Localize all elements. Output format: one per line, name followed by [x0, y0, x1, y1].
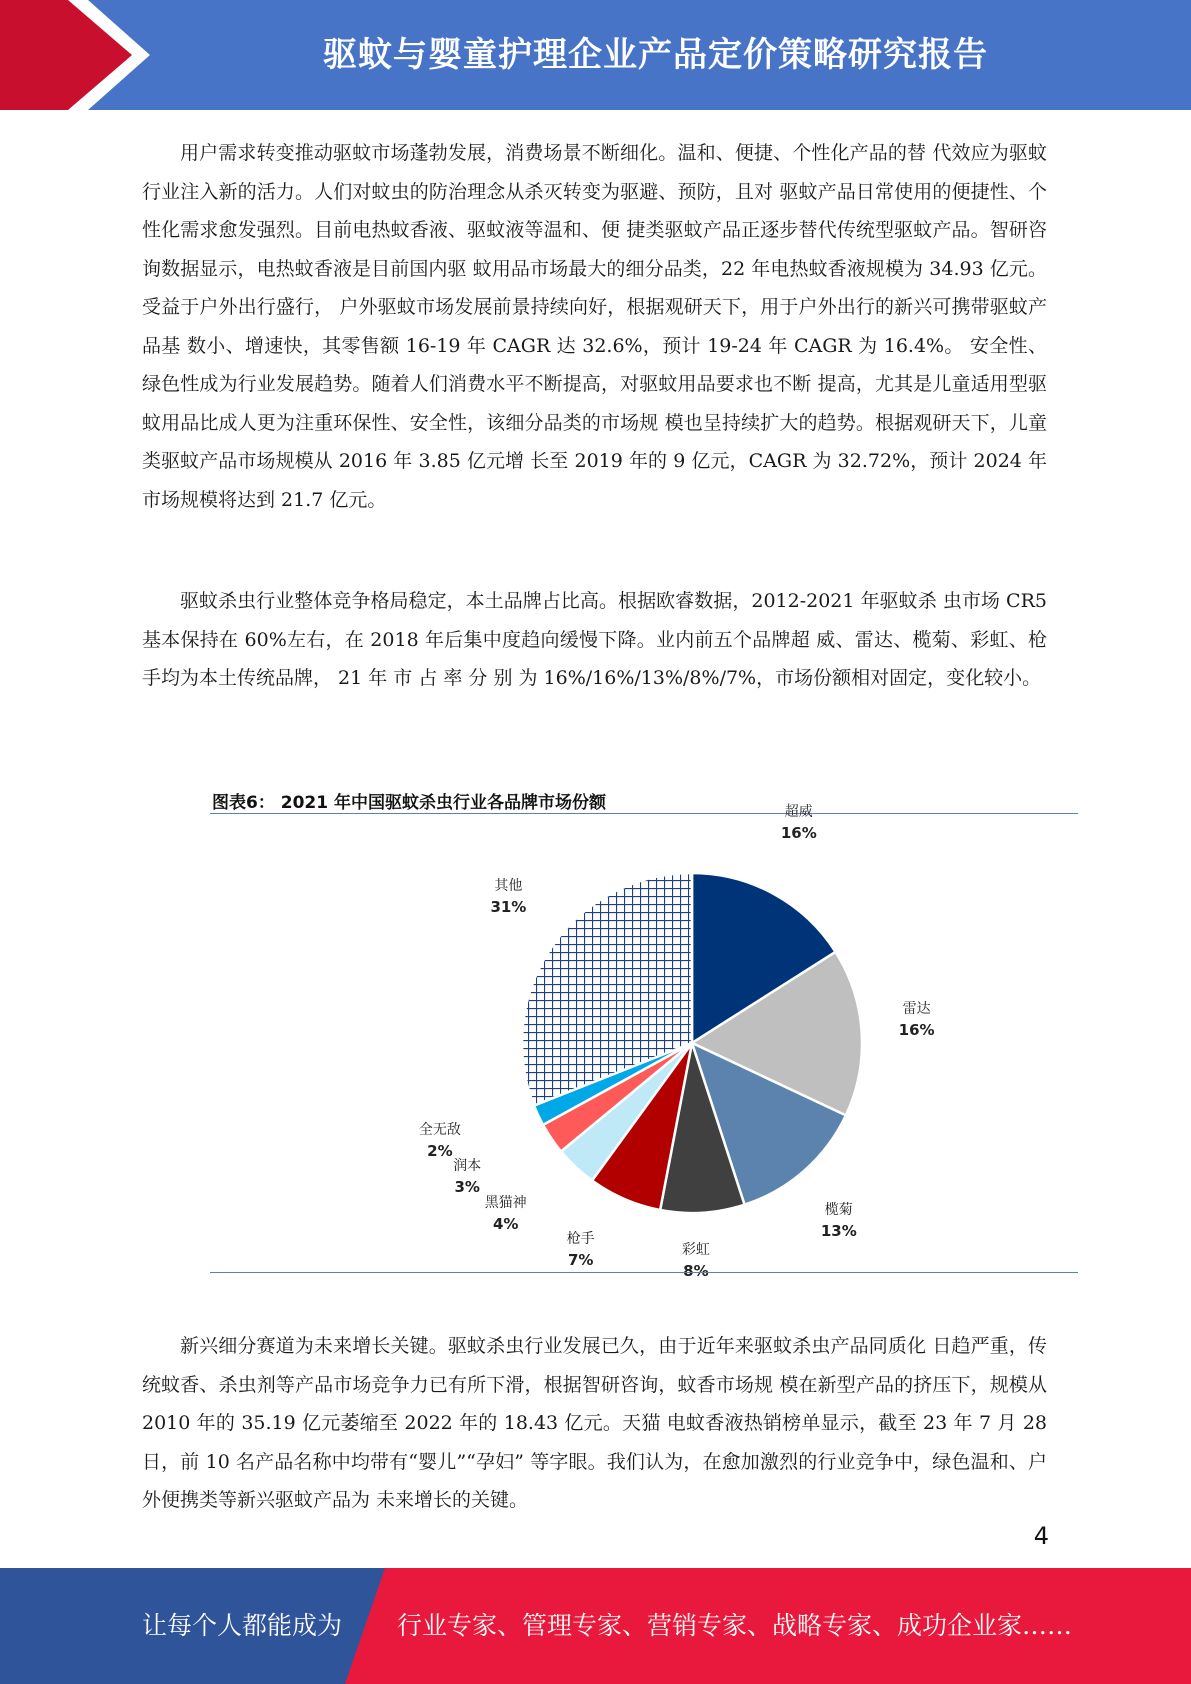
pie-label-value: 3%	[454, 1177, 480, 1196]
pie-label-7	[419, 1120, 461, 1162]
paragraph-new-segments: 新兴细分赛道为未来增长关键。驱蚊杀虫行业发展已久，由于近年来驱蚊杀虫产品同质化 日趋严重，传统蚊香、杀虫剂等产品市场竞争力已有所下滑，根据智研咨询，蚊香市场规 模在新型产品的挤压下，规模从 2010 年的 35.19 亿元萎缩至 2022 年的 18.43 亿元。天猫 电蚊香液热销榜单显示，截至 23 年 7 月 28 日，前 10 名产品名称中均带有“婴儿”“孕妇” 等字眼。我们认为，在愈加激烈的行业竞争中，绿色温和、户外便携类等新兴驱蚊产品为 未来增长的关键。	[142, 1335, 1047, 1511]
pie-label-value: 16%	[780, 823, 817, 842]
pie-label-value: 8%	[683, 1261, 709, 1280]
pie-label-value: 31%	[490, 898, 527, 917]
paragraph-competition: 驱蚊杀虫行业整体竞争格局稳定，本土品牌占比高。根据欧睿数据，2012-2021 年驱蚊杀 虫市场 CR5 基本保持在 60%左右，在 2018 年后集中度趋向缓慢下降。业内前五个品牌超 威、雷达、榄菊、彩虹、枪手均为本土传统品牌， 21 年 市 占 率 分 别 为 16%/16%/13%/8%/7%，市场份额相对固定，变化较小。	[142, 590, 1047, 689]
pie-label-value: 7%	[567, 1250, 594, 1269]
pie-label-name: 枪手	[566, 1230, 595, 1247]
pie-label-name: 全无敌	[418, 1121, 461, 1138]
pie-label-name: 雷达	[902, 1000, 931, 1017]
pie-label-3	[682, 1240, 710, 1282]
chart-title: 图表6： 2021 年中国驱蚊杀虫行业各品牌市场份额	[212, 793, 606, 813]
pie-label-0	[781, 802, 817, 844]
pie-label-name: 榄菊	[824, 1201, 853, 1218]
pie-label-2	[821, 1200, 857, 1242]
report-title: 驱蚊与婴童护理企业产品定价策略研究报告	[323, 35, 988, 75]
pie-label-6	[453, 1156, 481, 1198]
pie-label-value: 13%	[820, 1221, 857, 1240]
pie-label-name: 超威	[784, 803, 813, 820]
pie-label-8	[490, 876, 526, 918]
footer-slogan-right: 行业专家、管理专家、营销专家、战略专家、成功企业家……	[397, 1611, 1073, 1640]
chart-bottom-rule	[210, 1272, 1078, 1273]
pie-label-1	[899, 999, 935, 1041]
page-footer	[0, 1568, 1191, 1684]
pie-label-value: 2%	[427, 1141, 453, 1160]
pie-label-name: 黑猫神	[484, 1195, 527, 1211]
page-number: 4	[1033, 1522, 1049, 1550]
pie-label-5	[485, 1193, 527, 1235]
pie-label-value: 16%	[898, 1020, 935, 1039]
pie-label-4	[567, 1229, 595, 1271]
pie-label-name: 彩虹	[681, 1241, 710, 1258]
paragraph-market-demand: 用户需求转变推动驱蚊市场蓬勃发展，消费场景不断细化。温和、便捷、个性化产品的替 代效应为驱蚊行业注入新的活力。人们对蚊虫的防治理念从杀灭转变为驱避、预防，且对 驱蚊产品日常使用的便捷性、个性化需求愈发强烈。目前电热蚊香液、驱蚊液等温和、便 捷类驱蚊产品正逐步替代传统型驱蚊产品。智研咨询数据显示，电热蚊香液是目前国内驱 蚊用品市场最大的细分品类，22 年电热蚊香液规模为 34.93 亿元。受益于户外出行盛行， 户外驱蚊市场发展前景持续向好，根据观研天下，用于户外出行的新兴可携带驱蚊产品基 数小、增速快，其零售额 16-19 年 CAGR 达 32.6%，预计 19-24 年 CAGR 为 16.4%。 安全性、绿色性成为行业发展趋势。随着人们消费水平不断提高，对驱蚊用品要求也不断 提高，尤其是儿童适用型驱蚊用品比成人更为注重环保性、安全性，该细分品类的市场规 模也呈持续扩大的趋势。根据观研天下，儿童类驱蚊产品市场规模从 2016 年 3.85 亿元增 长至 2019 年的 9 亿元，CAGR 为 32.72%，预计 2024 年市场规模将达到 21.7 亿元。	[142, 142, 1047, 511]
pie-label-name: 其他	[494, 878, 523, 895]
pie-label-value: 4%	[492, 1215, 519, 1233]
footer-slogan-left: 让每个人都能成为	[142, 1611, 343, 1640]
pie-label-name: 润本	[453, 1157, 482, 1174]
